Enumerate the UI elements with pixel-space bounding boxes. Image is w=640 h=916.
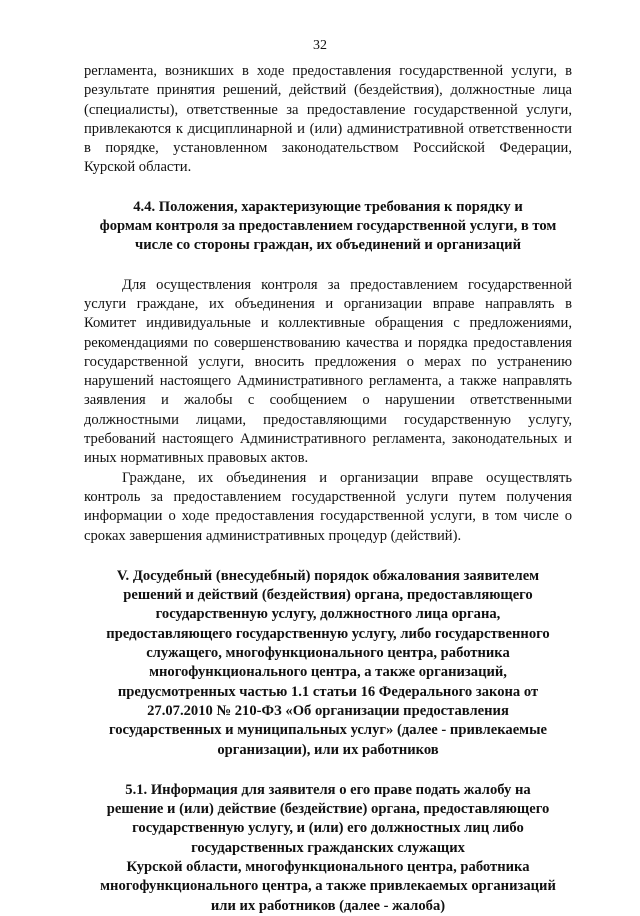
heading-line: государственную услугу, и (или) его должностных лиц либо [132,820,524,837]
heading-line: организации), или их работников [217,741,439,758]
continuation-paragraph: регламента, возникших в ходе предоставления государственной услуги, в результате принятия решений, действий (бездействия), должностные лица (специалисты), ответственные за предоставление государственной услуги, привлекаются к дисциплинарной и (или) административной ответственности в порядке, установленном законодательством Российской Федерации, Курской области. [84,63,572,176]
page-content [84,62,572,916]
heading-line: государственную услугу, должностного лица органа, [155,606,501,623]
heading-line: формам контроля за предоставлением государственной услуги, в том [99,218,557,235]
heading-line: Курской области, многофункционального центра, работника [126,858,530,875]
heading-line: 27.07.2010 № 210-ФЗ «Об организации предоставления [147,702,509,719]
heading-line: многофункционального центра, а также организаций, [149,664,507,681]
heading-line: государственных гражданских служащих [191,839,465,856]
heading-line: решение и (или) действие (бездействие) органа, предоставляющего [106,801,550,818]
section-4-4-paragraph-1: Для осуществления контроля за предоставлением государственной услуги граждане, их объединения и организации вправе направлять в Комитет индивидуальные и коллективные обращения с предложениями, рекомендациями по совершенствованию качества и порядка предоставления государственной услуги, вносить предложения о мерах по устранению нарушений настоящего Административного регламента, а также направлять заявления и жалобы с сообщением о нарушении ответственными должностными лицами, предоставляющими государственную услугу, требований настоящего Административного регламента, законодательных и иных нормативных правовых актов. [84,276,572,467]
heading-line: предоставляющего государственную услугу, либо государственного [106,625,550,642]
heading-line: служащего, многофункционального центра, работника [146,645,510,662]
heading-line: 4.4. Положения, характеризующие требования к порядку и [133,198,523,215]
heading-line: многофункционального центра, а также привлекаемых организаций [100,878,556,895]
heading-line: V. Досудебный (внесудебный) порядок обжалования заявителем [116,567,540,584]
section-4-4-heading [84,198,572,256]
section-4-4-paragraph-2: Граждане, их объединения и организации вправе осуществлять контроль за предоставлением государственной услуги путем получения информации о ходе предоставления государственной услуги, в том числе о сроках завершения административных процедур (действий). [84,469,572,544]
heading-line: или их работников (далее - жалоба) [210,897,446,914]
section-5-1-heading [84,781,572,916]
heading-line: государственных и муниципальных услуг» (далее - привлекаемые [108,722,547,739]
section-5-heading [84,567,572,760]
heading-line: 5.1. Информация для заявителя о его праве подать жалобу на [125,781,531,798]
page-number: 32 [313,38,327,53]
heading-line: предусмотренных частью 1.1 статьи 16 Федерального закона от [117,683,539,700]
heading-line: решений и действий (бездействия) органа, предоставляющего [123,587,533,604]
heading-line: числе со стороны граждан, их объединений и организаций [134,237,521,254]
